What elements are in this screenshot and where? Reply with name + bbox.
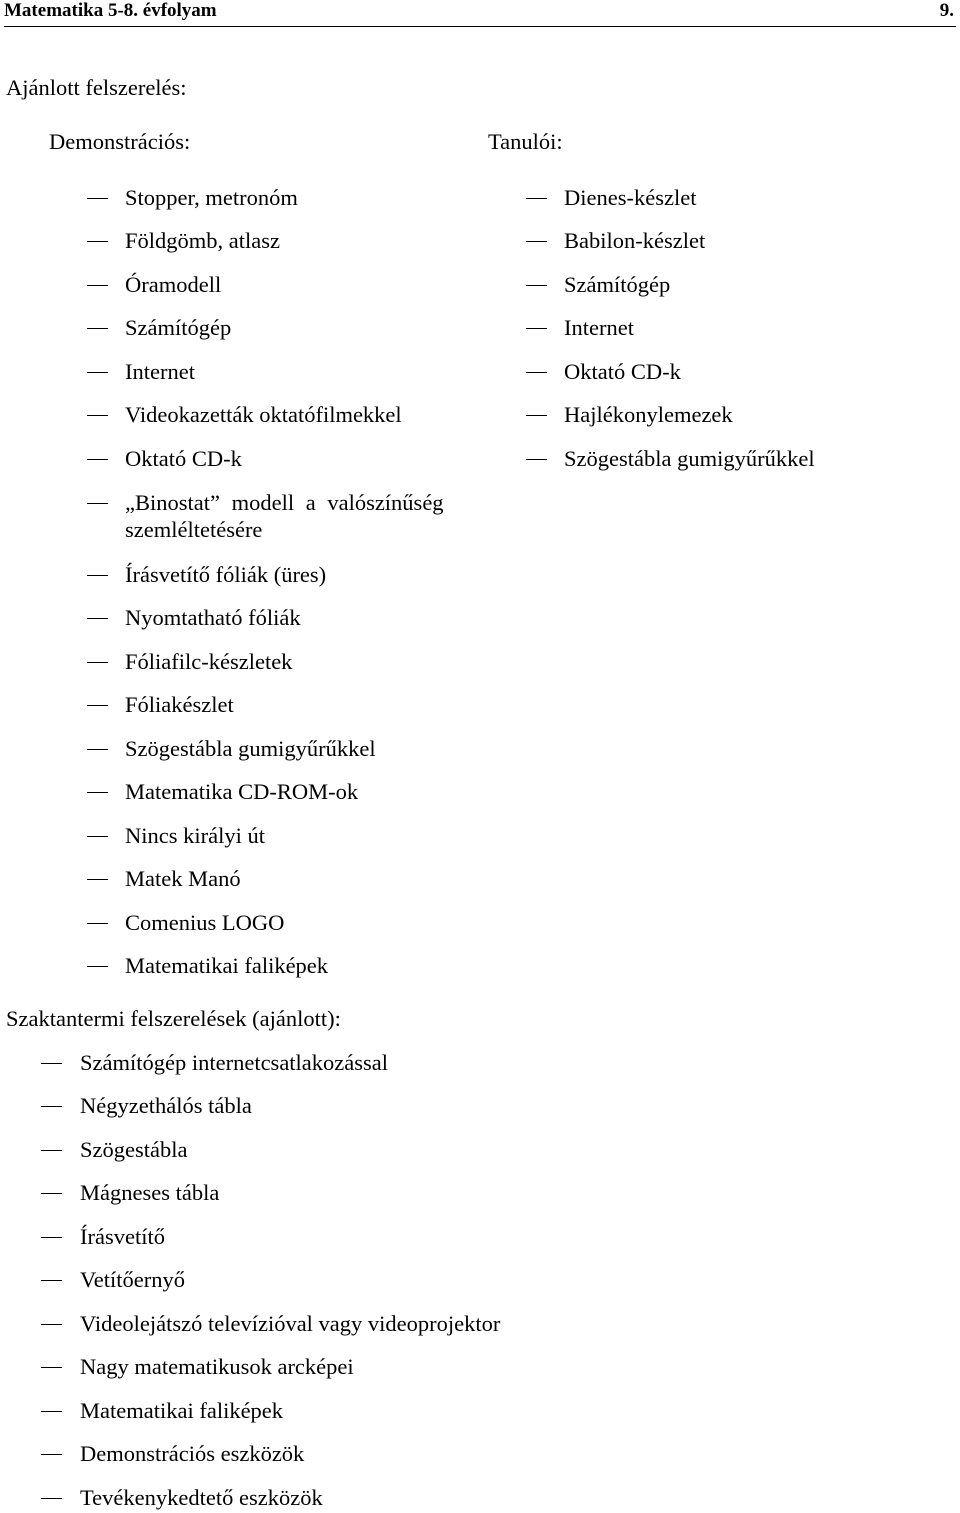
list-item: Matematikai faliképek bbox=[80, 1398, 284, 1423]
dash-icon bbox=[41, 1411, 62, 1412]
list-item: Fóliakészlet bbox=[125, 692, 234, 717]
list-item: Vetítőernyő bbox=[80, 1267, 185, 1292]
dash-icon bbox=[41, 1280, 62, 1281]
dash-icon bbox=[41, 1106, 62, 1107]
list-item: „Binostat” modell a valószínűség bbox=[125, 490, 444, 515]
list-item: Számítógép bbox=[564, 272, 671, 297]
list-item: Internet bbox=[564, 315, 634, 340]
list-item: Hajlékonylemezek bbox=[564, 402, 733, 427]
page-header bbox=[4, 0, 956, 27]
list-item-continuation: szemléltetésére bbox=[125, 517, 263, 542]
dash-icon bbox=[41, 1237, 62, 1238]
list-item: Szögestábla gumigyűrűkkel bbox=[125, 736, 376, 761]
dash-icon bbox=[526, 241, 547, 242]
dash-icon bbox=[87, 966, 108, 967]
list-item: Oktató CD-k bbox=[564, 359, 681, 384]
list-item: Videokazetták oktatófilmekkel bbox=[125, 402, 402, 427]
list-item: Matematikai faliképek bbox=[125, 953, 329, 978]
list-item: Nincs királyi út bbox=[125, 823, 265, 848]
dash-icon bbox=[41, 1324, 62, 1325]
list-item: Videolejátszó televízióval vagy videoprojektor bbox=[80, 1311, 501, 1336]
list-item: Matematika CD-ROM-ok bbox=[125, 779, 359, 804]
dash-icon bbox=[87, 503, 108, 504]
list-item: Írásvetítő fóliák (üres) bbox=[125, 562, 327, 587]
student-heading: Tanulói: bbox=[488, 129, 563, 154]
list-item: Tevékenykedtető eszközök bbox=[80, 1485, 323, 1510]
dash-icon bbox=[41, 1150, 62, 1151]
list-item: Babilon-készlet bbox=[564, 228, 706, 253]
document-title: Matematika 5-8. évfolyam bbox=[4, 0, 217, 21]
dash-icon bbox=[87, 372, 108, 373]
list-item: Fóliafilc-készletek bbox=[125, 649, 293, 674]
list-item: Számítógép internetcsatlakozással bbox=[80, 1050, 389, 1075]
dash-icon bbox=[526, 285, 547, 286]
dash-icon bbox=[87, 415, 108, 416]
list-item: Internet bbox=[125, 359, 195, 384]
list-item: Szögestábla bbox=[80, 1137, 188, 1162]
list-item: Oktató CD-k bbox=[125, 446, 242, 471]
classroom-heading: Szaktantermi felszerelések (ajánlott): bbox=[6, 1006, 341, 1031]
dash-icon bbox=[87, 879, 108, 880]
dash-icon bbox=[87, 662, 108, 663]
dash-icon bbox=[87, 575, 108, 576]
dash-icon bbox=[87, 792, 108, 793]
dash-icon bbox=[41, 1498, 62, 1499]
list-item: Szögestábla gumigyűrűkkel bbox=[564, 446, 815, 471]
list-item: Földgömb, atlasz bbox=[125, 228, 280, 253]
page-number: 9. bbox=[939, 0, 954, 21]
dash-icon bbox=[87, 836, 108, 837]
dash-icon bbox=[41, 1063, 62, 1064]
dash-icon bbox=[526, 459, 547, 460]
list-item: Nyomtatható fóliák bbox=[125, 605, 301, 630]
dash-icon bbox=[41, 1193, 62, 1194]
dash-icon bbox=[526, 198, 547, 199]
dash-icon bbox=[87, 749, 108, 750]
dash-icon bbox=[526, 372, 547, 373]
list-item: Írásvetítő bbox=[80, 1224, 165, 1249]
dash-icon bbox=[87, 459, 108, 460]
dash-icon bbox=[87, 285, 108, 286]
dash-icon bbox=[87, 923, 108, 924]
section-title: Ajánlott felszerelés: bbox=[6, 75, 187, 100]
dash-icon bbox=[87, 618, 108, 619]
dash-icon bbox=[87, 241, 108, 242]
dash-icon bbox=[87, 328, 108, 329]
dash-icon bbox=[87, 705, 108, 706]
list-item: Matek Manó bbox=[125, 866, 241, 891]
list-item: Számítógép bbox=[125, 315, 232, 340]
dash-icon bbox=[526, 415, 547, 416]
list-item: Nagy matematikusok arcképei bbox=[80, 1354, 354, 1379]
dash-icon bbox=[526, 328, 547, 329]
list-item: Stopper, metronóm bbox=[125, 185, 298, 210]
dash-icon bbox=[87, 198, 108, 199]
list-item: Comenius LOGO bbox=[125, 910, 285, 935]
list-item: Óramodell bbox=[125, 272, 222, 297]
list-item: Négyzethálós tábla bbox=[80, 1093, 252, 1118]
list-item: Mágneses tábla bbox=[80, 1180, 220, 1205]
dash-icon bbox=[41, 1367, 62, 1368]
dash-icon bbox=[41, 1454, 62, 1455]
list-item: Dienes-készlet bbox=[564, 185, 697, 210]
list-item: Demonstrációs eszközök bbox=[80, 1441, 305, 1466]
demo-heading: Demonstrációs: bbox=[49, 129, 191, 154]
